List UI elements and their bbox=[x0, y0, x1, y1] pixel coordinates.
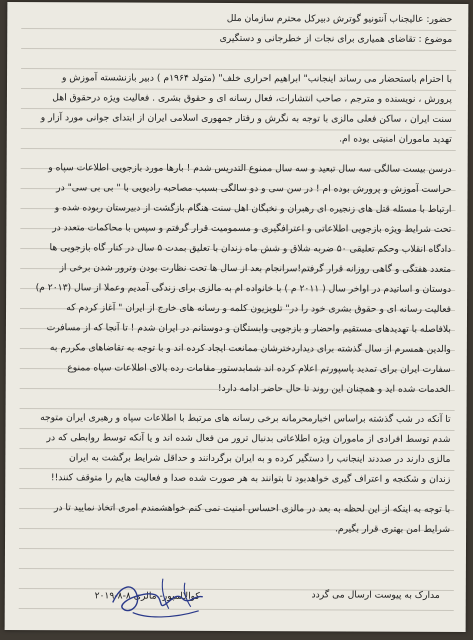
place-and-date: کوالالمپور- مالزی ۸-۸-۲۰۱۹ bbox=[94, 590, 200, 602]
paragraph-1 bbox=[25, 68, 452, 150]
paragraph-2 bbox=[24, 158, 452, 400]
text-line: درسن بیست سالگی سه سال تبعید و سه سال ممنوع التدریس شدم ! بارها مورد بازجویی اطلاعات سپاه و bbox=[48, 162, 452, 175]
addressee-line: حضور: عالیجناب آنتونیو گوترش دبیرکل محترم سازمان ملل bbox=[226, 12, 453, 25]
text-line: ارتباط با مسئله قتل های زنجیره ای رهبران و نخبگان اهل سنت هنگام بازگشت از دبیرستان ربوده شده و bbox=[54, 202, 452, 215]
letter-footer bbox=[23, 590, 450, 628]
text-line: حراست آموزش و پرورش بوده ام ! در سن سی و دو سالگی بسبب مصاحبه رادیویی با " بی بی سی" در bbox=[56, 182, 452, 195]
paragraph-4 bbox=[23, 498, 450, 540]
text-line: تا آنکه در شب گذشته براساس اخبارمحرمانه برخی رسانه های مرتبط با اطلاعات سپاه و رهبری ایران متوجه bbox=[40, 412, 451, 425]
text-line: تحت شرایط ویژه بازجویی اطلاعاتی و اعترافگیری و مسمومیت قرار گرفتم و سپس با محاکمات متعدد در bbox=[52, 222, 452, 235]
text-line: پرورش ، نویسنده و مترجم ، صاحب انتشارات، فعال رسانه ای و حقوق بشری . فعالیت ویژه درحقوق اهل bbox=[52, 92, 452, 105]
text-line: شرایط امن بهتری قرار بگیرم. bbox=[334, 523, 451, 535]
text-line: با احترام باستحضار می رساند اینجانب" ابراهیم احراری خلف" (متولد ۱۹۶۴م ) دبیر بازنشسته آموزش و bbox=[61, 72, 453, 85]
text-line: والدین همسرم از سال گذشته برای دیداردخترشان ممانعت ایجاد کرده اند و با توجه به تقاضاهای مکررم به bbox=[49, 342, 451, 355]
text-line: مالزی دارند در صددند اینجانب را دستگیر کرده و به ایران برگردانند و حداقل شرایط برگشت به ایران bbox=[68, 452, 451, 465]
text-line: سنت ایران ، ساکن فعلی مالزی با توجه به نگرش و رفتار جمهوری اسلامی ایران از ابتدای جوانی مورد آزار و bbox=[40, 112, 452, 125]
letter-body bbox=[23, 8, 453, 592]
text-line: شدم توسط افرادی از ماموران ویژه اطلاعاتی بدنبال ترور من فعال شده اند و یا آنکه توسط روابطی که در bbox=[46, 432, 451, 445]
text-line: الخدمات شده اید و همچنان این روند تا حال حاضر ادامه دارد! bbox=[217, 382, 451, 395]
handwritten-signature bbox=[103, 564, 213, 624]
text-line: با توجه به اینکه از این لحظه به بعد در مالزی احساس امنیت نمی کنم خواهشمندم امری اتخاذ نمایید تا در bbox=[53, 502, 451, 515]
text-line: دادگاه انقلاب وحکم تعلیقی ۵۰ ضربه شلاق و شش ماه زندان با تعلیق بمدت ۵ سال در کنار گاه بازجویی ها bbox=[49, 242, 452, 255]
text-line: فعالیت رسانه ای و حقوق بشری خود را در" تلویزیون کلمه و رسانه های خارج از ایران " آغاز کردم که bbox=[66, 302, 452, 315]
text-line: سفارت ایران برای تمدید پاسپورتم اعلام کرده اند شمابدستور مقامات رده بالای اطلاعات سپاه ممنوع bbox=[67, 362, 451, 375]
letter-sheet bbox=[5, 2, 469, 632]
paragraph-3 bbox=[23, 408, 450, 490]
attachment-note: مدارک به پیوست ارسال می گردد bbox=[311, 589, 440, 601]
text-line: زندان و شکنجه و اعتراف گیری خواهدبود تا بتوانند به هر صورت شده صدا و فعالیت هایم را متوقف کنند!! bbox=[50, 472, 451, 485]
text-line: بلافاصله با تهدیدهای مستقیم واحضار و بازجویی وابستگان و دوستانم در ایران شدم ! تا آنجا که از مسافرت bbox=[46, 322, 451, 335]
text-line: دوستان و اساتیدم در اواخر سال ( ۲۰۱۱ م ) با خانواده ام به مالزی برای زندگی آمدیم وعملا از سال (۲۰۱۳ م) bbox=[35, 282, 452, 295]
text-line: متعدد هفتگی و گاهی روزانه قرار گرفتم!سرانجام بعد از سال ها تحت نظارت بودن وترور شدن برخی از bbox=[59, 262, 452, 275]
text-line: تهدید ماموران امنیتی بوده ام. bbox=[339, 133, 452, 145]
subject-line: موضوع : تقاضای همیاری برای نجات از خطرجانی و دستگیری bbox=[219, 32, 453, 45]
